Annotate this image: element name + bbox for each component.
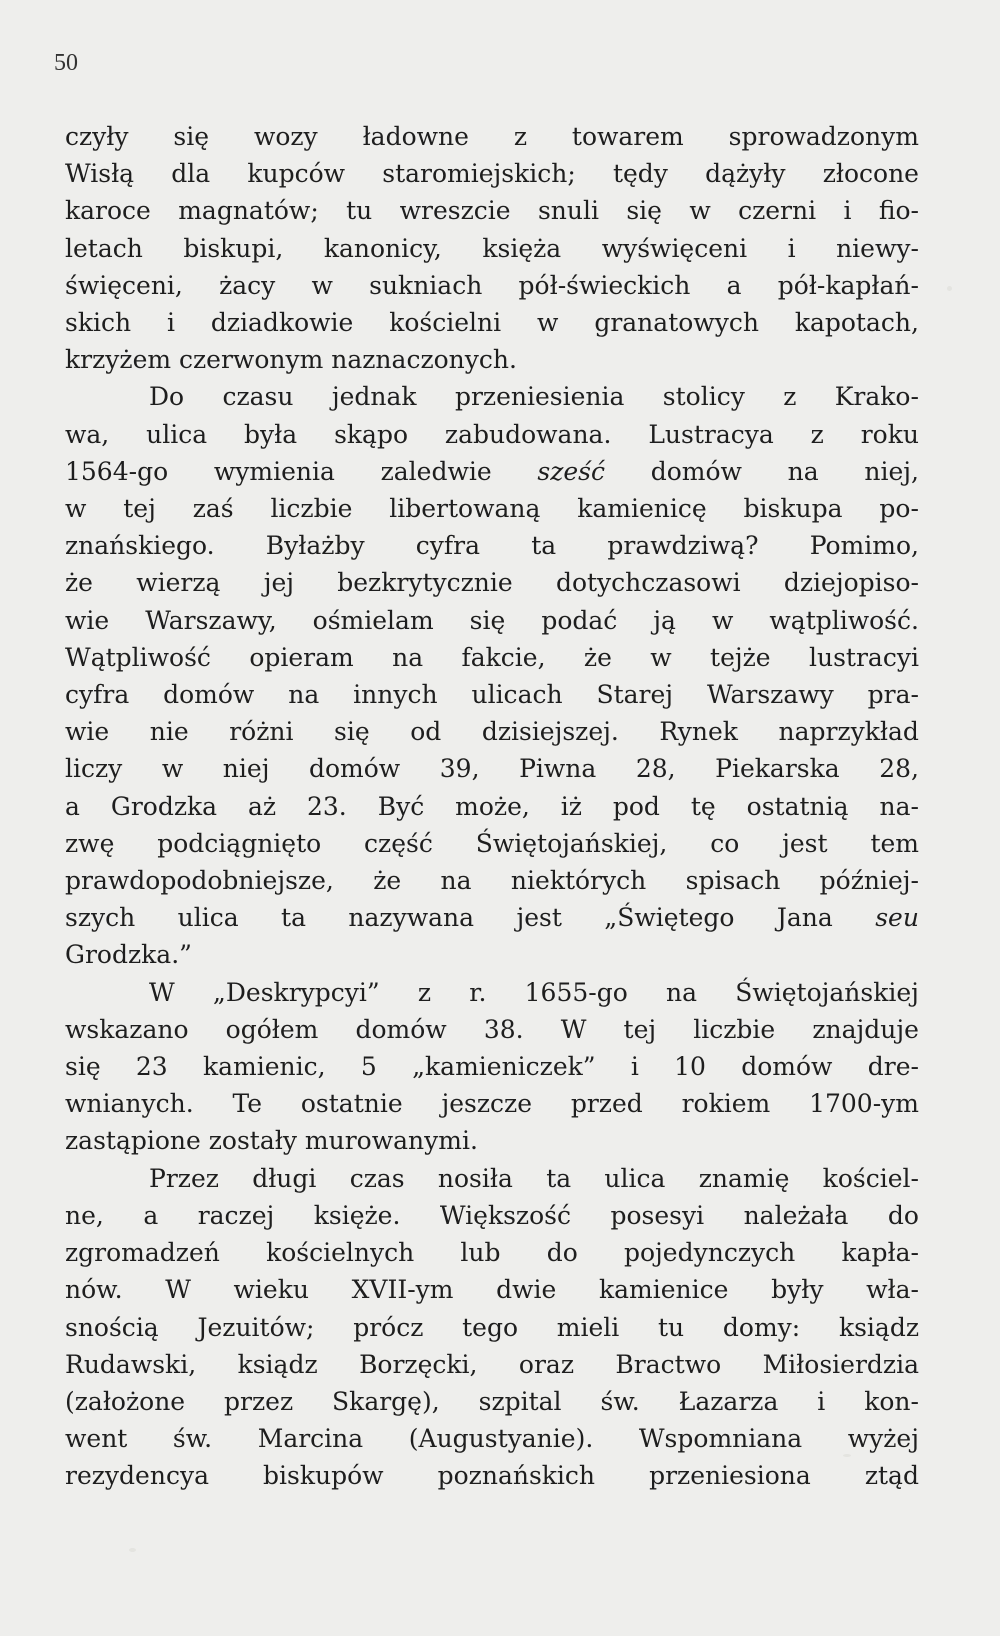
word: sześć: [537, 456, 606, 486]
text-line: krzyżem czerwonym naznaczonych.: [65, 345, 517, 375]
text-line: [65, 750, 919, 787]
word: sukniach: [369, 270, 483, 300]
word: kościelnych: [266, 1238, 415, 1268]
text-line: [65, 1085, 919, 1122]
text-line: [65, 1420, 919, 1457]
word: pra-: [867, 680, 919, 710]
word: posesyi: [610, 1200, 705, 1230]
word: liczbie: [270, 494, 353, 524]
word: aż: [247, 791, 277, 821]
word: roku: [860, 419, 919, 449]
word: 38.: [483, 1014, 524, 1044]
word: Rudawski,: [65, 1349, 197, 1379]
word: ulicach: [471, 680, 563, 710]
word: raczej: [197, 1200, 275, 1230]
word: jej: [263, 568, 294, 598]
word: prawdziwą?: [607, 531, 759, 561]
word: Piekarska: [715, 754, 840, 784]
word: ksiądz: [838, 1312, 919, 1342]
word: dziejopiso-: [783, 568, 919, 598]
word: pod: [612, 791, 660, 821]
word: mieli: [556, 1312, 620, 1342]
text-line: [65, 155, 919, 192]
word: i: [630, 1052, 639, 1082]
word: na: [288, 680, 320, 710]
word: liczy: [65, 754, 123, 784]
word: zwę: [65, 828, 115, 858]
word: poznańskich: [437, 1461, 596, 1491]
word: się: [469, 605, 506, 635]
word: czasu: [222, 382, 294, 412]
text-line: Grodzka.”: [65, 940, 192, 970]
word: wątpliwość.: [769, 605, 919, 635]
word: liczbie: [693, 1014, 776, 1044]
word: Bractwo: [615, 1349, 722, 1379]
word: Większość: [439, 1200, 571, 1230]
word: należała: [743, 1200, 849, 1230]
word: św.: [600, 1386, 640, 1416]
word: nazywana: [348, 903, 475, 933]
word: r.: [469, 977, 487, 1007]
word: went: [65, 1424, 128, 1454]
word: kanonicy,: [323, 233, 442, 263]
word: letach: [65, 233, 143, 263]
word: księże.: [313, 1200, 401, 1230]
word: że: [583, 642, 612, 672]
word: jest: [782, 828, 828, 858]
word: św.: [172, 1424, 213, 1454]
text-line: [65, 453, 919, 490]
word: na-: [879, 791, 919, 821]
word: długi: [252, 1163, 317, 1193]
word: bezkrytycznie: [337, 568, 513, 598]
word: Wisłą: [65, 159, 135, 189]
word: znamię: [698, 1163, 790, 1193]
word: dwie: [496, 1275, 557, 1305]
paper-speckle: [843, 1454, 851, 1457]
word: jeszcze: [441, 1089, 532, 1119]
word: w: [311, 270, 333, 300]
word: szych: [65, 903, 136, 933]
word: może,: [455, 791, 530, 821]
word: w: [161, 754, 184, 784]
word: tejże: [710, 642, 771, 672]
word: kapła-: [841, 1238, 919, 1268]
page-text: [65, 118, 919, 1495]
word: na: [440, 866, 472, 896]
word: Warszawy,: [145, 605, 277, 635]
word: podciągnięto: [157, 828, 322, 858]
word: wła-: [866, 1275, 919, 1305]
word: 1700-ym: [809, 1089, 919, 1119]
word: W: [165, 1275, 191, 1305]
word: kupców: [247, 159, 346, 189]
word: z: [810, 419, 824, 449]
text-line: [65, 1048, 919, 1085]
text-line: [65, 639, 919, 676]
word: od: [410, 717, 442, 747]
text-line: [65, 1457, 919, 1494]
word: domów: [741, 1052, 833, 1082]
word: Świętojańskiej,: [475, 828, 668, 858]
word: niewy-: [836, 233, 919, 263]
word: że: [65, 568, 93, 598]
word: prócz: [353, 1312, 424, 1342]
word: dotychczasowi: [555, 568, 741, 598]
word: Jezuitów;: [197, 1312, 315, 1342]
word: Starej: [596, 680, 674, 710]
word: się: [626, 196, 662, 226]
word: Marcina: [257, 1424, 364, 1454]
word: Borzęcki,: [359, 1349, 478, 1379]
word: iż: [560, 791, 582, 821]
word: tędy: [612, 159, 668, 189]
word: do: [887, 1200, 919, 1230]
page-number: 50: [54, 50, 78, 76]
word: ta: [546, 1163, 572, 1193]
word: Grodzka: [110, 791, 218, 821]
paper-speckle: [129, 1548, 136, 1552]
word: żacy: [219, 270, 276, 300]
text-line: [65, 1271, 919, 1308]
text-line: [65, 1234, 919, 1271]
word: w: [650, 642, 672, 672]
word: podać: [541, 605, 618, 635]
word: tej: [623, 1014, 657, 1044]
word: się: [173, 122, 210, 151]
word: 10: [674, 1052, 706, 1082]
word: znańskiego.: [65, 531, 215, 561]
text-line: [65, 862, 919, 899]
word: wozy: [253, 122, 318, 151]
text-line: [65, 974, 919, 1011]
word: ne,: [65, 1200, 104, 1230]
text-line: [65, 527, 919, 564]
word: skąpo: [334, 419, 409, 449]
text-line: [65, 564, 919, 601]
word: czyły: [65, 122, 129, 151]
word: różni: [229, 717, 294, 747]
word: kamienice: [599, 1275, 729, 1305]
word: w: [537, 308, 559, 338]
word: że: [373, 866, 402, 896]
word: przeniesiona: [649, 1461, 811, 1491]
word: przez: [224, 1386, 294, 1416]
word: naprzykład: [778, 717, 919, 747]
word: w: [689, 196, 711, 226]
word: pół-świeckich: [518, 270, 691, 300]
word: zgromadzeń: [65, 1238, 220, 1268]
word: fio-: [878, 196, 919, 226]
word: z: [513, 122, 528, 151]
word: nosiła: [437, 1163, 513, 1193]
word: tem: [870, 828, 919, 858]
word: z: [783, 382, 797, 412]
text-line: [65, 1160, 919, 1197]
text-line: [65, 416, 919, 453]
word: spisach: [685, 866, 781, 896]
word: niej,: [864, 456, 919, 486]
text-line: [65, 825, 919, 862]
word: kościelni: [389, 308, 502, 338]
word: jest: [516, 903, 562, 933]
word: Wątpliwość: [65, 642, 211, 672]
word: wnianych.: [65, 1089, 194, 1119]
word: tę: [690, 791, 716, 821]
word: do: [546, 1238, 578, 1268]
word: na: [787, 456, 819, 486]
word: opieram: [249, 642, 354, 672]
text-line: [65, 899, 919, 936]
word: a: [65, 791, 80, 821]
word: W: [560, 1014, 587, 1044]
word: dla: [171, 159, 211, 189]
word: domów: [309, 754, 401, 784]
word: Wspomniana: [638, 1424, 803, 1454]
word: jednak: [331, 382, 417, 412]
word: innych: [353, 680, 438, 710]
word: się: [65, 1052, 101, 1082]
text-line: [65, 304, 919, 341]
word: i: [787, 233, 796, 263]
text-line: [65, 713, 919, 750]
word: zaś: [192, 494, 234, 524]
word: przed: [570, 1089, 643, 1119]
word: cyfra: [415, 531, 481, 561]
word: Skargę),: [332, 1386, 440, 1416]
word: była: [244, 419, 298, 449]
word: Byłażby: [265, 531, 365, 561]
word: dążyły: [705, 159, 786, 189]
word: XVII-ym: [351, 1275, 454, 1305]
word: wierzą: [136, 568, 221, 598]
text-line: [65, 1383, 919, 1420]
word: później-: [819, 866, 919, 896]
word: kościel-: [822, 1163, 919, 1193]
word: i: [817, 1386, 826, 1416]
word: dziadkowie: [210, 308, 354, 338]
word: wymienia: [213, 456, 335, 486]
word: pół-kapłań-: [777, 270, 919, 300]
word: czerni: [738, 196, 817, 226]
word: czas: [349, 1163, 405, 1193]
text-line: [65, 118, 919, 155]
word: ta: [281, 903, 306, 933]
word: domów: [355, 1014, 447, 1044]
word: ulica: [146, 419, 208, 449]
word: i: [166, 308, 175, 338]
word: Do: [149, 382, 185, 412]
word: tu: [658, 1312, 685, 1342]
word: pojedynczych: [624, 1238, 796, 1268]
word: domów: [163, 680, 255, 710]
word: wie: [65, 717, 110, 747]
word: po-: [879, 494, 919, 524]
word: lub: [460, 1238, 501, 1268]
word: ztąd: [864, 1461, 919, 1491]
text-line: [65, 192, 919, 229]
word: zabudowana.: [444, 419, 612, 449]
word: na: [392, 642, 424, 672]
word: nie: [149, 717, 189, 747]
word: wyżej: [847, 1424, 919, 1454]
word: magnatów;: [178, 196, 319, 226]
word: prawdopodobniejsze,: [65, 866, 334, 896]
word: „Deskrypcyi”: [212, 977, 380, 1007]
word: rokiem: [681, 1089, 771, 1119]
word: snością: [65, 1312, 159, 1342]
word: Przez: [149, 1163, 219, 1193]
word: szpital: [478, 1386, 562, 1416]
text-line: [65, 602, 919, 639]
word: domów: [650, 456, 742, 486]
word: Jana: [776, 903, 833, 933]
word: w: [711, 605, 734, 635]
word: biskupi,: [183, 233, 284, 263]
word: część: [364, 828, 433, 858]
word: księża: [482, 233, 562, 263]
word: kapotach,: [794, 308, 919, 338]
word: biskupów: [263, 1461, 384, 1491]
word: „kamieniczek”: [412, 1052, 596, 1082]
word: dzisiejszej.: [481, 717, 619, 747]
word: domy:: [722, 1312, 801, 1342]
word: 23.: [307, 791, 347, 821]
word: się: [334, 717, 370, 747]
text-line: [65, 1346, 919, 1383]
word: lustracyi: [808, 642, 919, 672]
word: skich: [65, 308, 132, 338]
word: snuli: [537, 196, 599, 226]
word: w: [65, 494, 87, 524]
word: Miłosierdzia: [762, 1349, 919, 1379]
word: Piwna: [519, 754, 597, 784]
word: Krako-: [834, 382, 919, 412]
word: wreszcie: [399, 196, 511, 226]
word: Być: [377, 791, 425, 821]
word: 28,: [879, 754, 919, 784]
word: znajduje: [812, 1014, 919, 1044]
word: tu: [346, 196, 373, 226]
word: 39,: [439, 754, 480, 784]
word: ulica: [604, 1163, 666, 1193]
word: granatowych: [594, 308, 759, 338]
word: oraz: [518, 1349, 574, 1379]
word: co: [710, 828, 740, 858]
word: były: [771, 1275, 824, 1305]
word: kon-: [864, 1386, 919, 1416]
word: „Świętego: [604, 903, 735, 933]
word: ładowne: [362, 122, 469, 151]
text-line: [65, 378, 919, 415]
word: biskupa: [743, 494, 843, 524]
word: Rynek: [659, 717, 738, 747]
word: ośmielam: [312, 605, 434, 635]
word: Warszawy: [706, 680, 834, 710]
text-line: [65, 788, 919, 825]
text-line: [65, 490, 919, 527]
word: ulica: [177, 903, 239, 933]
word: tej: [123, 494, 156, 524]
word: dre-: [867, 1052, 919, 1082]
word: z: [417, 977, 432, 1007]
word: nów.: [65, 1275, 123, 1305]
word: tego: [462, 1312, 519, 1342]
word: wskazano: [65, 1014, 189, 1044]
word: wieku: [233, 1275, 309, 1305]
word: ostatnią: [746, 791, 849, 821]
word: a: [143, 1200, 159, 1230]
text-line: [65, 1197, 919, 1234]
word: staromiejskich;: [382, 159, 576, 189]
word: Te: [232, 1089, 263, 1119]
word: Pomimo,: [809, 531, 919, 561]
word: a: [726, 270, 742, 300]
word: ją: [653, 605, 676, 635]
text-line: [65, 1309, 919, 1346]
word: cyfra: [65, 680, 130, 710]
word: (założone: [65, 1386, 186, 1416]
word: 1564-go: [65, 456, 169, 486]
word: na: [666, 977, 698, 1007]
word: 5: [360, 1052, 377, 1082]
word: ta: [531, 531, 557, 561]
word: wa,: [65, 419, 110, 449]
text-line: [65, 676, 919, 713]
word: ogółem: [225, 1014, 319, 1044]
word: zaledwie: [380, 456, 492, 486]
word: kamienicę: [577, 494, 707, 524]
word: stolicy: [662, 382, 745, 412]
word: 28,: [635, 754, 676, 784]
word: złocone: [822, 159, 919, 189]
word: 1655-go: [524, 977, 628, 1007]
word: i: [843, 196, 852, 226]
word: ksiądz: [237, 1349, 318, 1379]
word: rezydencya: [65, 1461, 209, 1491]
word: W: [149, 977, 175, 1007]
word: wie: [65, 605, 110, 635]
word: kamienic,: [203, 1052, 326, 1082]
text-line: [65, 1011, 919, 1048]
word: 23: [135, 1052, 168, 1082]
word: towarem: [571, 122, 684, 151]
paper-speckle: [947, 286, 952, 291]
word: fakcie,: [461, 642, 546, 672]
text-line: [65, 267, 919, 304]
word: Lustracya: [648, 419, 774, 449]
word: Świętojańskiej: [735, 977, 919, 1007]
word: przeniesienia: [454, 382, 625, 412]
word: niej: [222, 754, 270, 784]
word: ostatnie: [300, 1089, 403, 1119]
word: niektórych: [510, 866, 647, 896]
word: wyświęceni: [601, 233, 748, 263]
word: sprowadzonym: [728, 122, 919, 151]
word: (Augustyanie).: [408, 1424, 594, 1454]
word: seu: [875, 903, 919, 933]
word: libertowaną: [389, 494, 541, 524]
text-line: [65, 230, 919, 267]
word: święceni,: [65, 270, 183, 300]
text-line: zastąpione zostały murowanymi.: [65, 1126, 478, 1156]
word: karoce: [65, 196, 151, 226]
word: Łazarza: [678, 1386, 779, 1416]
